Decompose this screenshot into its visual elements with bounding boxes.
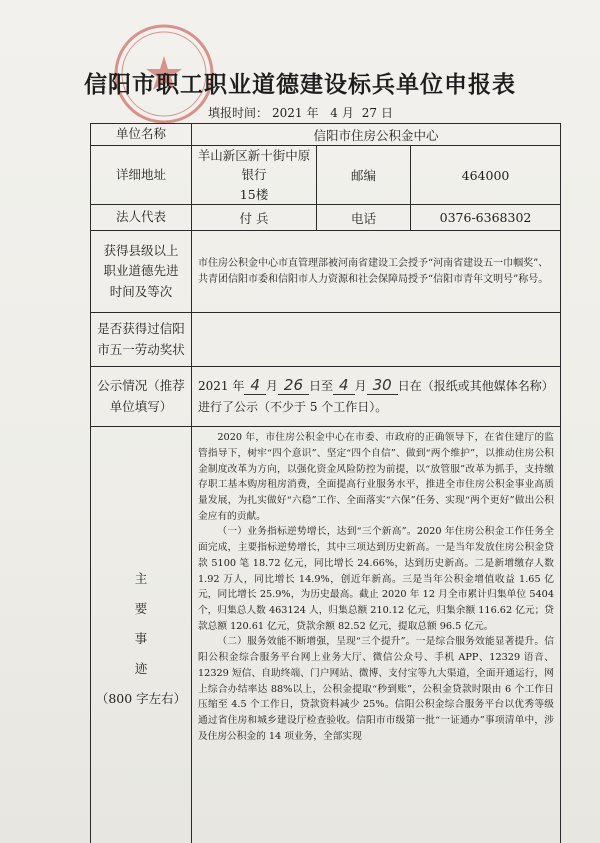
row-labor-award — [91, 313, 561, 367]
application-form-table — [90, 123, 561, 843]
publicity-start-month: 4 — [244, 377, 266, 395]
fill-date: 填报时间： 2021 年 4 月 27 日 — [208, 106, 393, 120]
row-honors — [91, 231, 561, 313]
postcode-label: 邮编 — [317, 146, 411, 205]
row-main-deeds — [91, 427, 561, 843]
main-deeds-label: 主 要 事 迹 （800 字左右） — [91, 427, 192, 843]
publicity-end-month: 4 — [333, 377, 355, 395]
address-value: 羊山新区新十街中原银行 15楼 — [192, 146, 317, 205]
deeds-paragraph: （一）业务指标逆势增长，达到“三个新高”。2020 年住房公积金工作任务全面完成，主要指标逆势增长，其中三项达到历史新高。一是当年发放住房公积金贷款 5100 笔 18.72 亿元，同比增长 24.66%，达到历史新高。二是新增缴存人数 1.92 万人，同比增长 14.9%，创近年新高。三是当年公积金增值收益 1.65 亿元，同比增长 25.9%，为历史最高。截止 2020 年 12 月全市累计归集单位 5404 个，归集总人数 463124 人，归集总额 210.12 亿元，归集余额 116.62 亿元；贷款总额 120.61 亿元，贷款余额 82.52 亿元，提取总额 96.5 亿元。 — [198, 526, 554, 632]
honors-value: 市住房公积金中心市直管理部被河南省建设工会授予“河南省建设五一巾帼奖”、共青团信阳市委和信阳市人力资源和社会保障局授予“信阳市青年文明号”称号。 — [192, 231, 561, 313]
row-unit-name — [91, 124, 561, 146]
main-deeds-text — [192, 427, 561, 843]
phone-value: 0376-6368302 — [411, 205, 561, 231]
publicity-end-day: 30 — [367, 377, 398, 395]
publicity-label: 公示情况（推荐 单位填写） — [91, 367, 192, 427]
legal-rep-label: 法人代表 — [91, 205, 192, 231]
unit-name-value: 信阳市住房公积金中心 — [192, 124, 561, 146]
deeds-paragraph: 2020 年，市住房公积金中心在市委、市政府的正确领导下，在省住建厅的监管指导下，树牢“四个意识”、坚定“四个自信”、做到“两个维护”，以推动住房公积金制度改革为方向，以强化资金风险防控为前提，以“放管服”改革为抓手，支持缴存职工基本购房租房消费，全面提高行业服务水平，推进全市住房公积金事业高质量发展，为扎实做好“六稳”工作、全面落实“六保”任务、实现“两个更好”做出公积金应有的贡献。 — [198, 432, 554, 522]
row-address — [91, 146, 561, 205]
unit-name-label: 单位名称 — [91, 124, 192, 146]
legal-rep-value: 付 兵 — [192, 205, 317, 231]
address-label: 详细地址 — [91, 146, 192, 205]
row-publicity — [91, 367, 561, 427]
labor-award-value — [192, 313, 561, 367]
form-title: 信阳市职工职业道德建设标兵单位申报表 — [84, 72, 516, 98]
publicity-start-day: 26 — [278, 377, 309, 395]
honors-label: 获得县级以上 职业道德先进 时间及等次 — [91, 231, 192, 313]
deeds-paragraph: （二）服务效能不断增强，呈现“三个提升”。一是综合服务效能显著提升。信阳公积金综合服务平台网上业务大厅、微信公众号、手机 APP、12329 语音、12329 短信、自助终端、门户网站、微博、支付宝等九大渠道，全面开通运行，网上综合办结率达 88%以上，公积金提取“秒到账”，公积金贷款时限由 6 个工作日压缩至 4.5 个工作日，贷款资料减少 25%。信阳公积金综合服务平台以优秀等级通过省住房和城乡建设厅检查验收。信阳市市级第一批“一证通办”事项清单中，涉及住房公积金的 14 项业务，全部实现 — [198, 636, 554, 742]
phone-label: 电话 — [317, 205, 411, 231]
postcode-value: 464000 — [411, 146, 561, 205]
labor-award-label: 是否获得过信阳 市五一劳动奖状 — [91, 313, 192, 367]
row-legal-rep — [91, 205, 561, 231]
publicity-value: 2021 年 4 月 26 日至 4 月 30 日在（报纸或其他媒体名称）进行了公示（不少于 5 个工作日）。 — [192, 367, 561, 427]
